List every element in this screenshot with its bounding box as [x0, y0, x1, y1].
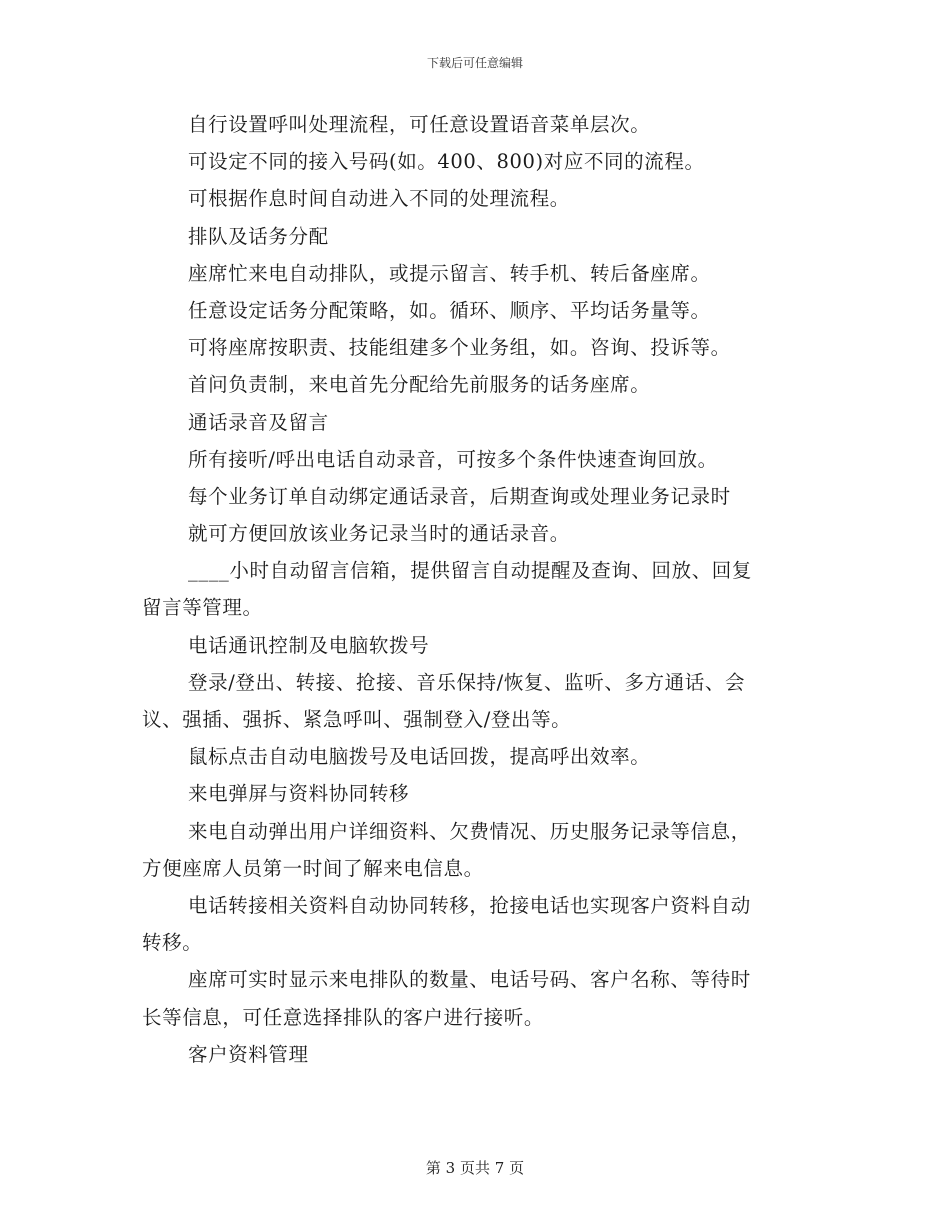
- page-header: 下载后可任意编辑: [426, 56, 523, 70]
- paragraph-line: 可将座席按职责、技能组建多个业务组，如。咨询、投诉等。: [188, 336, 731, 360]
- page-body: [142, 106, 806, 1073]
- paragraph-line: 每个业务订单自动绑定通话录音，后期查询或处理业务记录时: [188, 484, 731, 508]
- paragraph-line: 鼠标点击自动电脑拨号及电话回拨，提高呼出效率。: [188, 745, 651, 769]
- section-heading: 客户资料管理: [188, 1042, 309, 1066]
- paragraph-line: 自行设置呼叫处理流程，可任意设置语音菜单层次。: [188, 113, 651, 136]
- paragraph-line: 长等信息，可任意选择排队的客户进行接听。: [142, 1005, 545, 1029]
- paragraph-line: 座席可实时显示来电排队的数量、电话号码、客户名称、等待时: [188, 968, 751, 992]
- paragraph-line: 所有接听/呼出电话自动录音，可按多个条件快速查询回放。: [188, 447, 718, 471]
- section-heading: 通话录音及留言: [188, 410, 329, 434]
- page-footer: 第 3 页共 7 页: [425, 1159, 525, 1177]
- paragraph-line: 座席忙来电自动排队，或提示留言、转手机、转后备座席。: [188, 261, 711, 285]
- paragraph-line: 任意设定话务分配策略，如。循环、顺序、平均话务量等。: [188, 298, 711, 322]
- paragraph-line: 可设定不同的接入号码(如。400、800)对应不同的流程。: [188, 150, 705, 174]
- section-heading: 电话通讯控制及电脑软拨号: [188, 633, 430, 657]
- paragraph-line: 来电自动弹出用户详细资料、欠费情况、历史服务记录等信息，: [188, 819, 751, 843]
- paragraph-line: 登录/登出、转接、抢接、音乐保持/恢复、监听、多方通话、会: [188, 670, 746, 694]
- paragraph-line: 可根据作息时间自动进入不同的处理流程。: [188, 187, 570, 211]
- section-heading: 来电弹屏与资料协同转移: [188, 782, 410, 806]
- paragraph-line: 议、强插、强拆、紧急呼叫、强制登入/登出等。: [142, 708, 572, 731]
- section-heading: 排队及话务分配: [188, 224, 329, 248]
- paragraph-line: 方便座席人员第一时间了解来电信息。: [142, 856, 484, 880]
- paragraph-line: ____小时自动留言信箱，提供留言自动提醒及查询、回放、回复: [188, 559, 753, 583]
- paragraph-line: 电话转接相关资料自动协同转移，抢接电话也实现客户资料自动: [188, 893, 751, 917]
- paragraph-line: 留言等管理。: [142, 596, 263, 620]
- paragraph-line: 就可方便回放该业务记录当时的通话录音。: [188, 522, 570, 546]
- paragraph-line: 首问负责制，来电首先分配给先前服务的话务座席。: [188, 373, 651, 397]
- paragraph-line: 转移。: [142, 931, 203, 955]
